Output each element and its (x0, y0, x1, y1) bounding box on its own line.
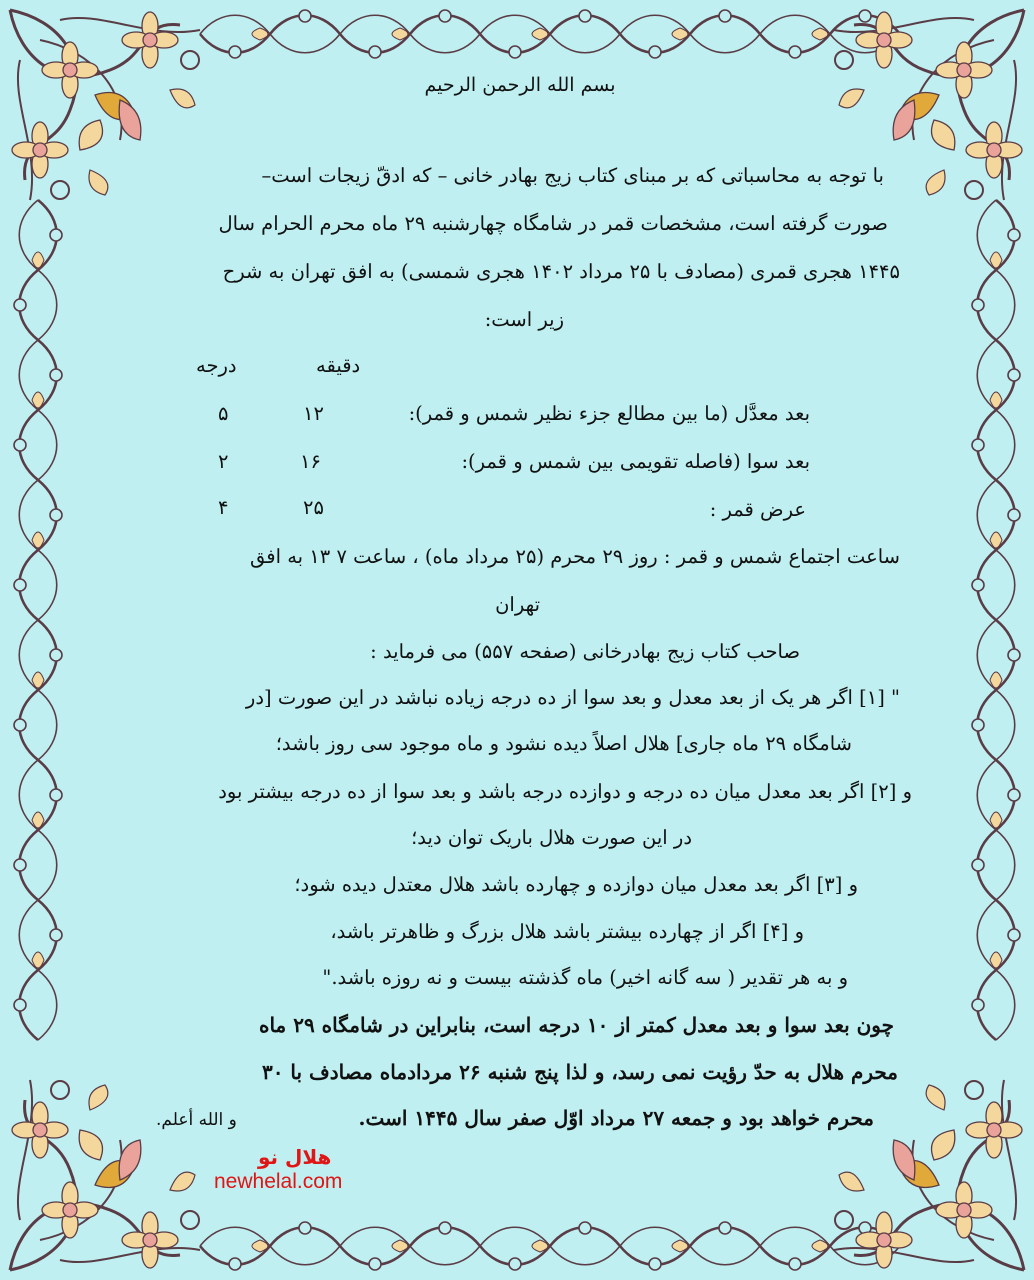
site-url[interactable]: newhelal.com (214, 1170, 343, 1193)
conclusion-line-2: محرم هلال به حدّ رؤیت نمی رسد، و لذا پنج شنبه ۲۶ مردادماه مصادف با ۳۰ (261, 1060, 898, 1084)
table-row-degree: ۵ (218, 402, 229, 425)
right-vine (972, 200, 1020, 1040)
table-row-degree: ۲ (218, 450, 229, 473)
table-row-degree: ۴ (218, 496, 229, 519)
conjunction-line-2: تهران (495, 593, 540, 616)
site-logo-text: هلال نو (258, 1145, 332, 1169)
quote-intro: صاحب کتاب زیج بهادرخانی (صفحه ۵۵۷) می فرماید : (370, 640, 800, 663)
quote-line: و به هر تقدیر ( سه گانه اخیر) ماه گذشته بیست و نه روزه باشد." (322, 966, 848, 989)
intro-line-4: زیر است: (484, 308, 564, 331)
quote-line: و [۳] اگر بعد معدل میان دوازده و چهارده باشد هلال معتدل دیده شود؛ (294, 873, 858, 896)
table-row-label: بعد سوا (فاصله تقویمی بین شمس و قمر): (461, 450, 810, 473)
quote-line: در این صورت هلال باریک توان دید؛ (411, 826, 692, 849)
table-row-label: بعد معدَّل (ما بین مطالع جزء نظیر شمس و قمر): (408, 402, 810, 425)
table-row-minute: ۱۶ (300, 450, 321, 473)
left-vine (14, 200, 62, 1040)
conclusion-line-1: چون بعد سوا و بعد معدل کمتر از ۱۰ درجه است، بنابراین در شامگاه ۲۹ ماه (258, 1013, 894, 1037)
conclusion-line-3: محرم خواهد بود و جمعه ۲۷ مرداد اوّل صفر سال ۱۴۴۵ است. (358, 1106, 874, 1130)
intro-line-3: ۱۴۴۵ هجری قمری (مصادف با ۲۵ مرداد ۱۴۰۲ هجری شمسی) به افق تهران به شرح (222, 260, 900, 283)
closing-phrase: و الله أعلم. (156, 1110, 237, 1130)
table-header-degree: درجه (196, 354, 237, 377)
bottom-vine (200, 1222, 900, 1270)
table-header-minute: دقیقه (316, 354, 361, 377)
conjunction-line-1: ساعت اجتماع شمس و قمر : روز ۲۹ محرم (۲۵ مرداد ماه) ، ساعت ۷ ۱۳ به افق (250, 545, 900, 568)
table-row-minute: ۱۲ (303, 402, 324, 425)
intro-line-1: با توجه به محاسباتی که بر مبنای کتاب زیج بهادر خانی – که ادقّ زیجات است– (261, 164, 884, 187)
table-row-label: عرض قمر : (709, 498, 806, 521)
quote-line: شامگاه ۲۹ ماه جاری] هلال اصلاً دیده نشود و ماه موجود سی روز باشد؛ (275, 732, 852, 755)
top-vine (200, 10, 900, 58)
basmala-heading: بسم الله الرحمن الرحیم (424, 74, 616, 96)
quote-line: و [۴] اگر از چهارده بیشتر باشد هلال بزرگ و ظاهرتر باشد، (330, 920, 804, 943)
quote-line: و [۲] اگر بعد معدل میان ده درجه و دوازده درجه باشد و بعد سوا از ده درجه بیشتر بود (218, 780, 912, 803)
corner-bottom-left (10, 1080, 200, 1270)
corner-top-left (10, 10, 200, 200)
intro-line-2: صورت گرفته است، مشخصات قمر در شامگاه چهارشنبه ۲۹ ماه محرم الحرام سال (218, 212, 888, 235)
quote-line: " [۱] اگر هر یک از بعد معدل و بعد سوا از ده درجه زیاده نباشد در این صورت [در (245, 686, 900, 709)
table-row-minute: ۲۵ (303, 496, 324, 519)
